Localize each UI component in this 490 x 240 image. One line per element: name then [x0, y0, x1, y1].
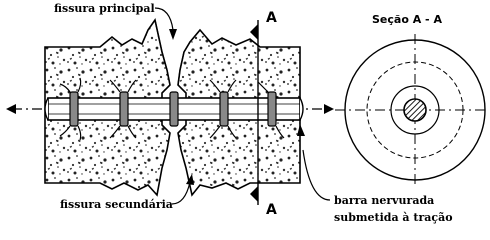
- secondary-crack-label: fissura secundária: [60, 198, 173, 211]
- section-title: Seção A - A: [372, 13, 442, 26]
- section-marker-top: [250, 24, 258, 40]
- bar-label-line1: barra nervurada: [334, 194, 435, 207]
- section-view: [335, 34, 488, 186]
- section-marker-bottom: [250, 186, 258, 202]
- right-tension-arrow: [324, 104, 334, 114]
- bar-leader: [303, 150, 330, 200]
- left-tension-arrow: [6, 104, 16, 114]
- section-mark-bottom: A: [266, 202, 277, 218]
- section-mark-top: A: [266, 10, 277, 26]
- bar-label-line2: submetida à tração: [334, 211, 453, 224]
- bar-cross-section: [404, 99, 426, 121]
- secondary-crack-leader: [172, 182, 190, 204]
- main-crack-leader: [155, 8, 173, 30]
- main-crack-label: fissura principal: [54, 2, 155, 15]
- main-crack-leader-arrow: [169, 29, 177, 40]
